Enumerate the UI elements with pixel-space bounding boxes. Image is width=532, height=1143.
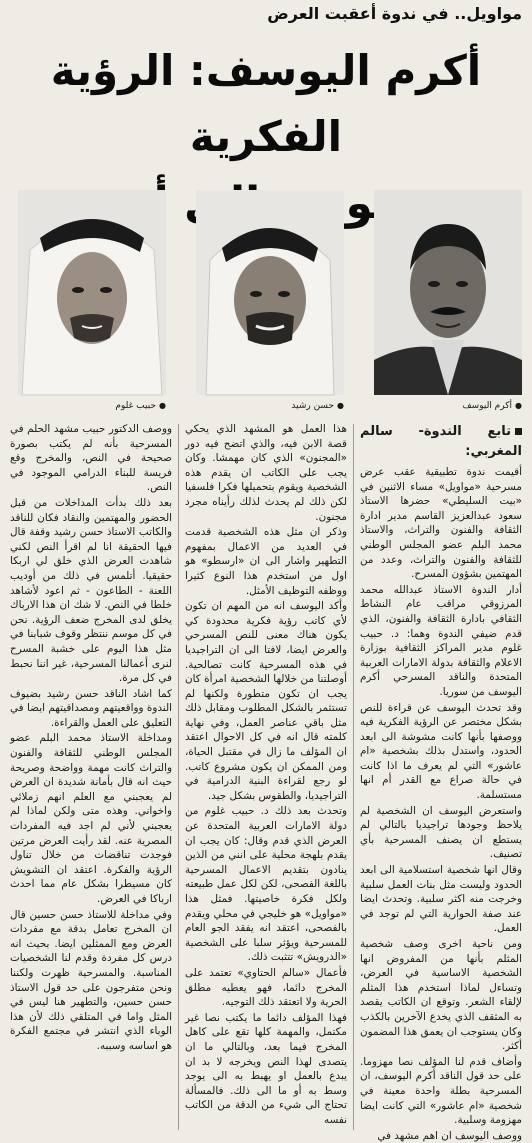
paragraph: هذا العمل هو المشهد الذي يحكي قصة الابن فيه، والذي اتضح فيه دور «المجنون» الذي كان مهمشا. وكان يجب على الكاتب ان يقدم هذه الشخصية ويقوم بتحميلها فكرا فلسفيا لكن ذلك لم يحدث لذلك رأيناه مجرد مجنون.	[185, 423, 347, 523]
byline: تابع الندوة- سالم المغربي:	[360, 424, 522, 459]
portrait-habib-ghuloom	[18, 190, 166, 395]
paragraph: ووصف اليوسف ان اهم مشهد في	[377, 1129, 522, 1142]
paragraph: ومن ناحية اخرى وصف شخصية المثلم بأنها من المفروض انها الشخصية الاساسية في العرض، وتساءل لماذا استخدم هذا المثلم لإلقاء الشعر. وتوقع ان الكاتب يقصد به المثقف الذي يخدع الآخرين بالكذب وكان يستوجب ان يعمق هذا المضمون أكثر.	[360, 938, 522, 1053]
bullet-icon: ●	[337, 401, 344, 410]
article-column-right	[360, 422, 522, 1142]
paragraph: واستعرض اليوسف ان الشخصية لم يلاحظ وجودها تراجيديا بالتالي لم يستطع ان يصنف المسرحية بأي تصنيف.	[360, 804, 522, 861]
column-divider	[178, 424, 179, 1130]
caption-akram-al-yousef: ●أكرم اليوسف	[462, 401, 522, 411]
paragraph: بعد ذلك بدأت المداخلات من قبل الحضور والمهتمين والنقاد فكان للناقد والكاتب الاستاذ حسن رشيد وقفة قال فيها الحقيقة انا لم اقرأ النص لكني شاهدت العرض الذي خلق لي اربكا حقيقيا. أتلمس في ذلك من أوديب اللعنة - الطاعون - ثم اعود لأشاهد خلطا في النص. لا شك ان هذا الارباك يخلق لدى المخرج ضعف الرؤية. نحن في كل موسم ننتظر وقوف شبابنا في مثل هذا اليوم على خشبة المسرح لنرى أعمالنا المسرحية، غير اننا نحبط في كل مرة.	[10, 496, 172, 685]
column-divider	[353, 424, 354, 1130]
paragraph: وقد تحدث اليوسف عن قراءة للنص بشكل مختصر عن الرؤية الفكرية فيه ووصفها بأنها كانت مشوشة الى ابعد الحدود، واستدل بذلك بشخصية «ام عاشور» التي لم يعرف ما اذا كانت في حالة صراع مع القدر أم انها مستسلمة.	[360, 701, 522, 802]
square-bullet-icon	[515, 428, 522, 435]
caption-hassan-rashid: ●حسن رشيد	[291, 401, 344, 411]
paragraph: وتحدث بعد ذلك د. حبيب غلوم من دولة الامارات العربية المتحدة عن العرض الذي قدم وقال: كان يجب ان يقدم بلهجة محلية على انني من الذين ينادون بتقديم الاعمال المسرحية باللغة الفصحى، لكن لكل عمل طبيعته ولكل فكرة خاصيتها. فمثل هذا «مواويل» هو خليجي في محلي ويقدم بالفصحى، اعتقد انه يفقد الجو العام للمسرحية ويؤثر سلبا على الشخصية «الدرويش» تتثبت ذلك.	[185, 805, 347, 964]
paragraph: وأضاف قدم لنا المؤلف نصا مهزوما. على حد قول الناقد أكرم اليوسف، ان المسرحية بطلة واحدة معينة في شخصية «ام عاشور» التي كانت ايضا مهزومة وسلبية.	[360, 1055, 522, 1127]
paragraph: ووصف الدكتور حبيب مشهد الحلم في المسرحية بأنه لم يكتب بصورة صحيحة في النص، والمخرج وقع فريسة للبناء الدرامي الموجود في النص.	[10, 423, 172, 494]
article-column-left	[10, 422, 172, 1134]
article-column-middle	[185, 422, 347, 1134]
photo-row	[10, 190, 522, 418]
kicker: مواويل.. في ندوة أعقبت العرض	[267, 4, 522, 23]
paragraph: كما اشاد الناقد حسن رشيد بضيوف الندوة وواقعيتهم ومصداقيتهم ايضا في التعليق على العمل والقراءة.	[10, 687, 172, 729]
paragraph: وفي مداخلة للاستاذ حسن حسين قال ان المخرج تعامل بدقة مع مفردات العرض ومع الممثلين ايضا. بحيث انه درس كل مفردة وقدم لنا الشخصيات المناسبة. والمسرحية ظهرت ولكننا ونحن متفرجون على حد قول الاستاذ حسن حسين، والتطهير هنا ليس في المثل واما في المتلقي ذلك لأن هذا الوباء الذي انتشر في مجتمع الفكرة هو اساسه وسببه.	[10, 908, 172, 1052]
paragraph: فأعمال «سالم الحتاوي» تعتمد على المخرج دائما، فهو يعطيه مطلق الحرية ولا اتعتقد ذلك التوجيه.	[185, 966, 347, 1009]
paragraph: فهذا المؤلف دائما ما يكتب نصا غير مكتمل، والمهمة كلها تقع على كاهل المخرج فيما بعد، وبالتالي ما ان يتصدى لهذا النص ويخرجه لا بد ان يبدع بالعمل او يهبط به الى يوجد وسط به أو ما الى ذلك. فالمسألة تحتاج الى شيء من الدقة من الكاتب نفسه	[185, 1011, 347, 1126]
headline	[10, 38, 522, 229]
paragraph: وذكر ان مثل هذه الشخصية قدمت في العديد من الاعمال بمفهوم التطهير واشار الى ان «ارسطو» هو اول من استخدم هذا النوع كثيرا ووظفه التوظيف الأمثل.	[185, 526, 347, 597]
paragraph: وقال انها شخصية استسلامية الى ابعد الحدود وليست مثل بنات العمل سلبية وخرجت منه اكثر سلبية. وتحدث ايضا عند صفة الحوارية التي لم توجد في العمل.	[360, 864, 522, 935]
paragraph: ومداخلة الاستاذ محمد البلم عضو المجلس الوطني للثقافة والفنون والتراث كانت مهمة وواضحة وصريحة حيث انه قال بأمانة شديدة ان العرض لم يعجبني مع العلم انهم زملائي واخواني. وهذه متى ولكن لماذا لم يعجبني لأني لم اجد فيه المفردات المصرية عنه. لقد رأيت العرض مرتين فوجدت تناقضات من خلال تناول الرؤية والفكرة. اعتقد ان التشويش كان مسيطرا بشكل عام مما احدث ارباكا في العرض.	[10, 732, 172, 905]
paragraph: أدار الندوة الاستاذ عبدالله محمد المرزوقي مراقب عام النشاط الثقافي بادارة الثقافة والفنون، الذي قدم ضيفي الندوة وهما: د. حبيب غلوم مدير المراكز الثقافية بوزارة الاعلام والثقافة بدولة الامارات العربية المتحدة والناقد المسرحي أكرم اليوسف من سوريا.	[360, 583, 522, 698]
portrait-akram-al-yousef	[374, 190, 522, 395]
paragraph: أقيمت ندوة تطبيقية عقب عرض مسرحية «مواويل» مساء الاثنين في «بيت السليطي» حضرها الاستاذ سعود عبدالعزيز القاسم مدير ادارة الثقافة والفنون والتراث، والاستاذ محمد البلم عضو المجلس الوطني للثقافة والفنون والتراث، وعدد من المهتمين بشؤون المسرح.	[360, 466, 522, 581]
paragraph: وأكد اليوسف انه من المهم ان تكون لأي كاتب رؤية فكرية محدودة كي يكون هناك معنى للنص المسرحي والعرض ايضا، لافتا الى ان التراجيديا في هذه المسرحية كانت تصالحية. أوصلتنا من خلالها الشخصية امرأة كان يجب ان تكون متطورة ولكنها لم تستثمر بالشكل المطلوب ومقابل ذلك مثل باقي عناصر العمل، وفي نهاية كلمته قال انه في كل الاحوال اعتقد ان المؤلف ما زال في مقتبل الحياة، ومن الممكن ان يكون مشروع كاتب. لو رجع لقراءة البنية الدرامية في التراجيديا، والطقوس بشكل جيد.	[185, 600, 347, 802]
bullet-icon: ●	[159, 401, 166, 410]
bullet-icon: ●	[515, 401, 522, 410]
portrait-hassan-rashid	[196, 190, 344, 395]
headline-line-1: أكرم اليوسف: الرؤية الفكرية	[50, 46, 482, 161]
headline-line-2: مشوشة	[275, 178, 446, 229]
caption-habib-ghuloom: ●حبيب غلوم	[115, 401, 166, 411]
